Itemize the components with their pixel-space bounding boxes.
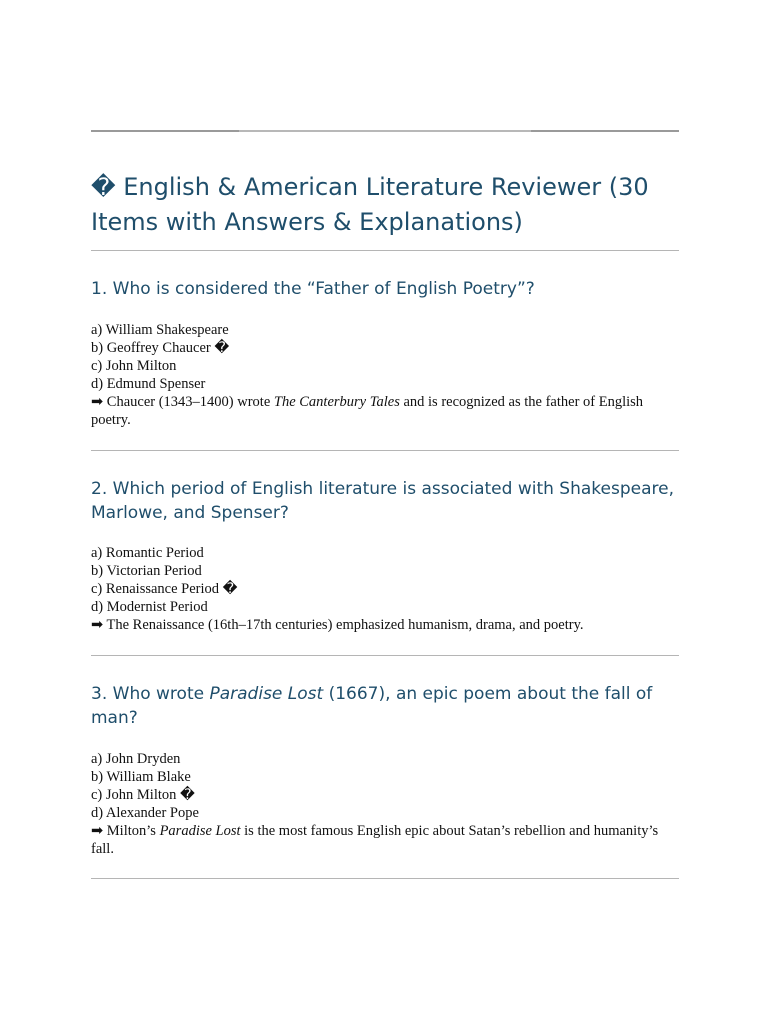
option-b: b) Geoffrey Chaucer � [91,340,230,356]
question-prompt: Who wrote [112,684,210,704]
question-1-explanation [91,393,679,429]
option-b: b) Victorian Period [91,563,202,579]
option-d: d) Alexander Pope [91,805,199,821]
question-3-heading [91,682,679,730]
option-c: c) John Milton � [91,787,195,803]
question-prompt-italic: Paradise Lost [209,684,324,704]
question-number: 3. [91,684,108,704]
explanation-italic: The Canterbury Tales [273,394,400,410]
explanation-text: ➡ The Renaissance (16th–17th centuries) emphasized humanism, drama, and poetry. [91,617,584,633]
explanation-tail: is the most famous English epic about Satan’s rebellion and humanity’s fall. [91,823,659,857]
explanation-text: ➡ Chaucer (1343–1400) wrote [91,394,274,410]
explanation-tail: and is recognized as the father of English poetry. [91,394,644,428]
option-a: a) John Dryden [91,751,181,767]
option-c: c) Renaissance Period � [91,581,238,597]
divider [91,450,679,451]
option-c: c) John Milton [91,358,177,374]
explanation-text: ➡ Milton’s [91,823,160,839]
divider [91,655,679,656]
explanation-italic: Paradise Lost [159,823,241,839]
option-d: d) Modernist Period [91,599,208,615]
question-number: 2. [91,479,108,499]
question-number: 1. [91,279,108,299]
document-title: � English & American Literature Reviewer (30 Items with Answers & Explanations) [91,173,649,236]
question-2-heading [91,477,679,525]
question-3-options [91,750,679,822]
question-prompt: Who is considered the “Father of English Poetry”? [112,279,535,299]
option-d: d) Edmund Spenser [91,376,206,392]
header-rule-right-segment [531,130,679,132]
option-b: b) William Blake [91,769,191,785]
question-prompt: Which period of English literature is associated with Shakespeare, Marlowe, and Spenser? [91,479,674,523]
option-a: a) William Shakespeare [91,322,229,338]
question-1-options [91,321,679,393]
option-a: a) Romantic Period [91,545,204,561]
question-2-explanation [91,616,679,634]
question-1-heading [91,277,679,301]
question-prompt-tail: (1667), an epic poem about the fall of man? [91,684,653,728]
question-3-explanation [91,822,679,858]
divider [91,878,679,879]
divider [91,250,679,251]
question-2-options [91,544,679,616]
header-rule [91,130,679,132]
header-rule-left-segment [91,130,239,132]
